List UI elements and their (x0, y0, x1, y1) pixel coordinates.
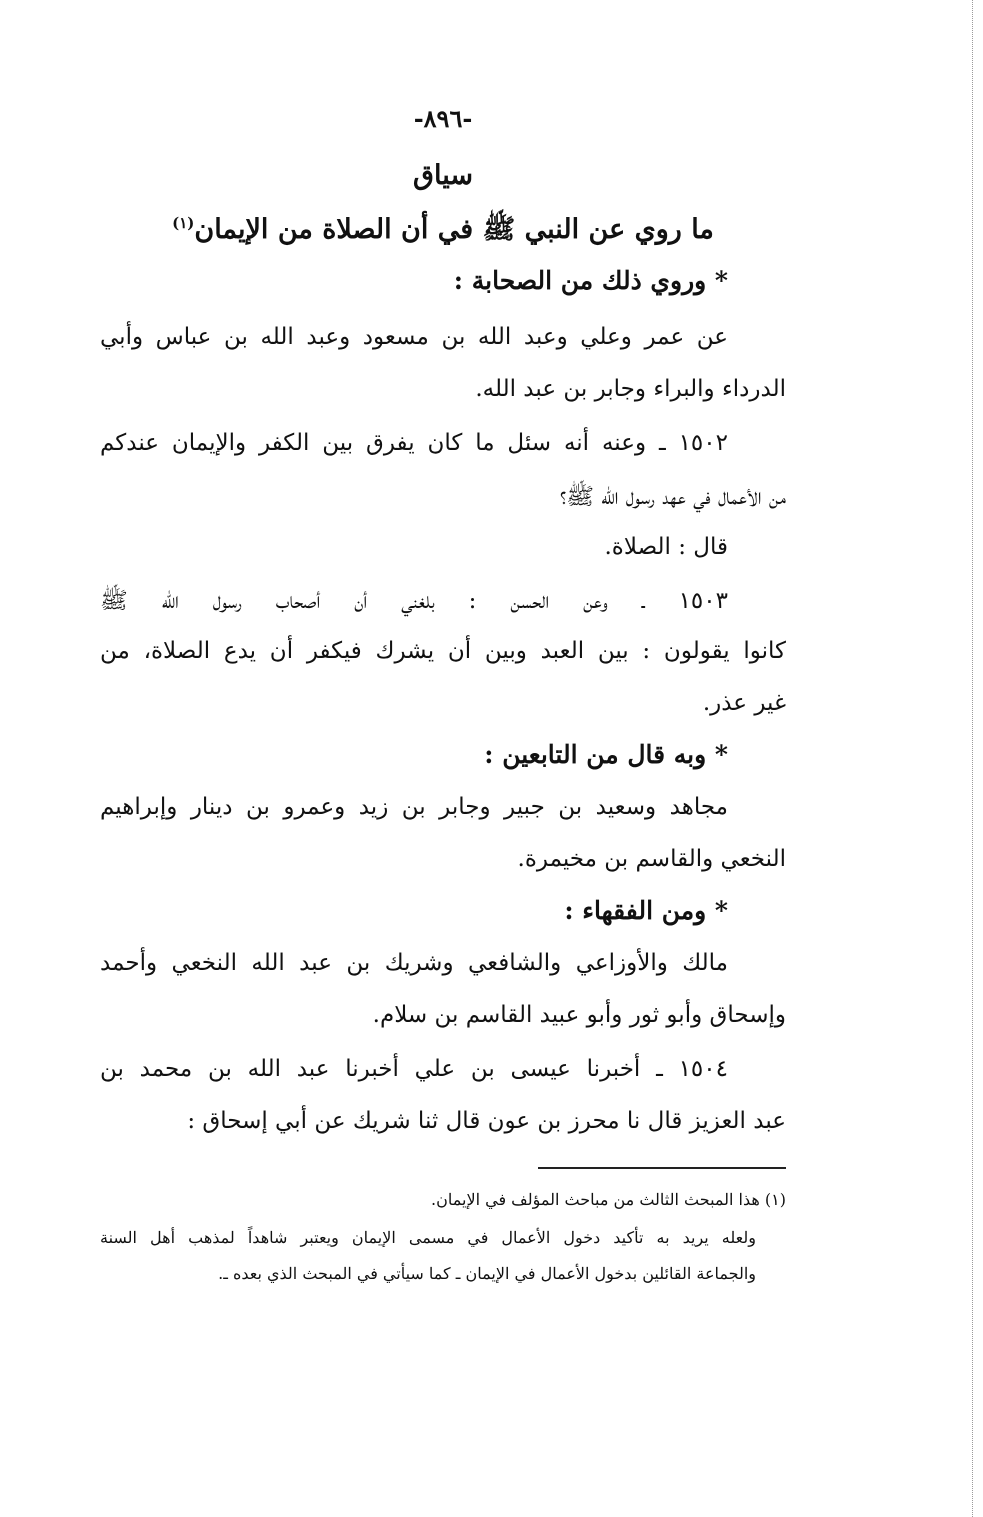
footnote-marker: (١) (172, 214, 195, 232)
companions-line-1: عن عمر وعلي وعبد الله بن مسعود وعبد الله بن عباس وأبي (100, 324, 728, 350)
page-edge-line (971, 0, 973, 1517)
jurists-line-2: وإسحاق وأبو ثور وأبو عبيد القاسم بن سلام. (372, 1002, 786, 1028)
chapter-title-text: ما روي عن النبي ﷺ في أن الصلاة من الإيمان (194, 214, 714, 245)
companions-heading: * وروي ذلك من الصحابة : (453, 266, 728, 295)
page-number: -٨٩٦- (413, 104, 473, 133)
narration-1502-line-2: من الأعمال في عهد رسول الله ﷺ؟ (559, 484, 786, 510)
footnote-1-line-3: والجماعة القائلين بدخول الأعمال في الإيمان ـ كما سيأتي في المبحث الذي بعده ـ. (218, 1264, 756, 1283)
page-content (100, 0, 786, 1517)
followers-line-2: النخعي والقاسم بن مخيمرة. (517, 846, 786, 872)
footnote-1-line-1: (١) هذا المبحث الثالث من مباحث المؤلف في الإيمان. (431, 1190, 786, 1209)
narration-1502-line-1: ١٥٠٢ ـ وعنه أنه سئل ما كان يفرق بين الكفر والإيمان عندكم (100, 430, 728, 456)
followers-heading: * وبه قال من التابعين : (484, 740, 728, 769)
narration-1504-line-1: ١٥٠٤ ـ أخبرنا عيسى بن علي أخبرنا عبد الله بن محمد بن (100, 1056, 728, 1082)
chapter-title (100, 212, 786, 252)
jurists-heading: * ومن الفقهاء : (564, 896, 728, 925)
narration-1504-line-2: عبد العزيز قال نا محرز بن عون قال ثنا شريك عن أبي إسحاق : (187, 1108, 786, 1134)
followers-line-1: مجاهد وسعيد بن جبير وجابر بن زيد وعمرو بن دينار وإبراهيم (100, 794, 728, 820)
section-title: سياق (413, 160, 473, 191)
narration-1503-line-3: غير عذر. (702, 690, 786, 716)
footnote-separator (538, 1167, 786, 1169)
narration-1503-line-2: كانوا يقولون : بين العبد وبين أن يشرك فيكفر أن يدع الصلاة، من (100, 638, 786, 664)
jurists-line-1: مالك والأوزاعي والشافعي وشريك بن عبد الله النخعي وأحمد (100, 950, 728, 976)
footnote-1-line-2: ولعله يريد به تأكيد دخول الأعمال في مسمى الإيمان ويعتبر شاهداً لمذهب أهل السنة (100, 1228, 756, 1247)
narration-1502-line-3: قال : الصلاة. (604, 534, 728, 560)
companions-line-2: الدرداء والبراء وجابر بن عبد الله. (475, 376, 786, 402)
narration-1503-line-1: ١٥٠٣ ـ وعن الحسن : بلغني أن أصحاب رسول الله ﷺ (100, 588, 728, 614)
